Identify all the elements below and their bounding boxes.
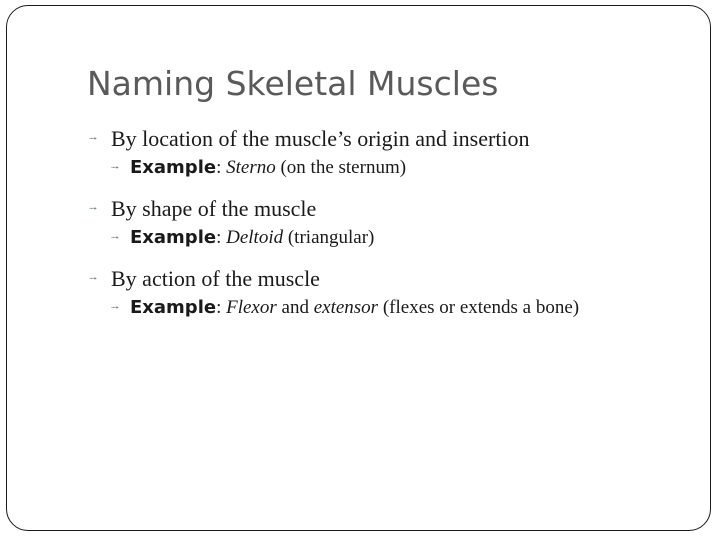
example-term-2: extensor: [313, 297, 379, 318]
example-term: Flexor: [226, 297, 277, 318]
bullet-icon: ⭬: [89, 272, 98, 285]
example-detail: (flexes or extends a bone): [378, 297, 580, 318]
bullet-icon: ⭬: [89, 202, 98, 215]
example-label: Example: [130, 297, 217, 318]
example-separator: :: [216, 157, 227, 178]
sub-bullet-icon: ⭬: [111, 161, 120, 174]
slide-frame: [6, 5, 711, 531]
bullet-item-shape: [89, 194, 669, 224]
bullet-item-action: [89, 264, 669, 294]
sub-bullet-example-shape: [89, 224, 669, 252]
example-label: Example: [130, 157, 217, 178]
bullet-icon: ⭬: [89, 132, 98, 145]
bullet-item-location: [89, 124, 669, 154]
bullet-list: [89, 124, 669, 334]
sub-bullet-icon: ⭬: [111, 231, 120, 244]
bullet-text: By location of the muscle’s origin and insertion: [111, 126, 530, 151]
sub-bullet-example-location: [89, 154, 669, 182]
example-separator: :: [216, 297, 227, 318]
example-term: Deltoid: [226, 227, 284, 248]
slide-title: Naming Skeletal Muscles: [87, 64, 499, 103]
example-term: Sterno: [226, 157, 276, 178]
example-connector: and: [276, 297, 314, 318]
example-label: Example: [130, 227, 217, 248]
example-detail: (triangular): [283, 227, 375, 248]
bullet-text: By shape of the muscle: [111, 196, 317, 221]
example-separator: :: [216, 227, 227, 248]
example-detail: (on the sternum): [275, 157, 407, 178]
sub-bullet-example-action: [89, 294, 670, 322]
sub-bullet-icon: ⭬: [111, 301, 120, 314]
bullet-text: By action of the muscle: [111, 266, 320, 291]
